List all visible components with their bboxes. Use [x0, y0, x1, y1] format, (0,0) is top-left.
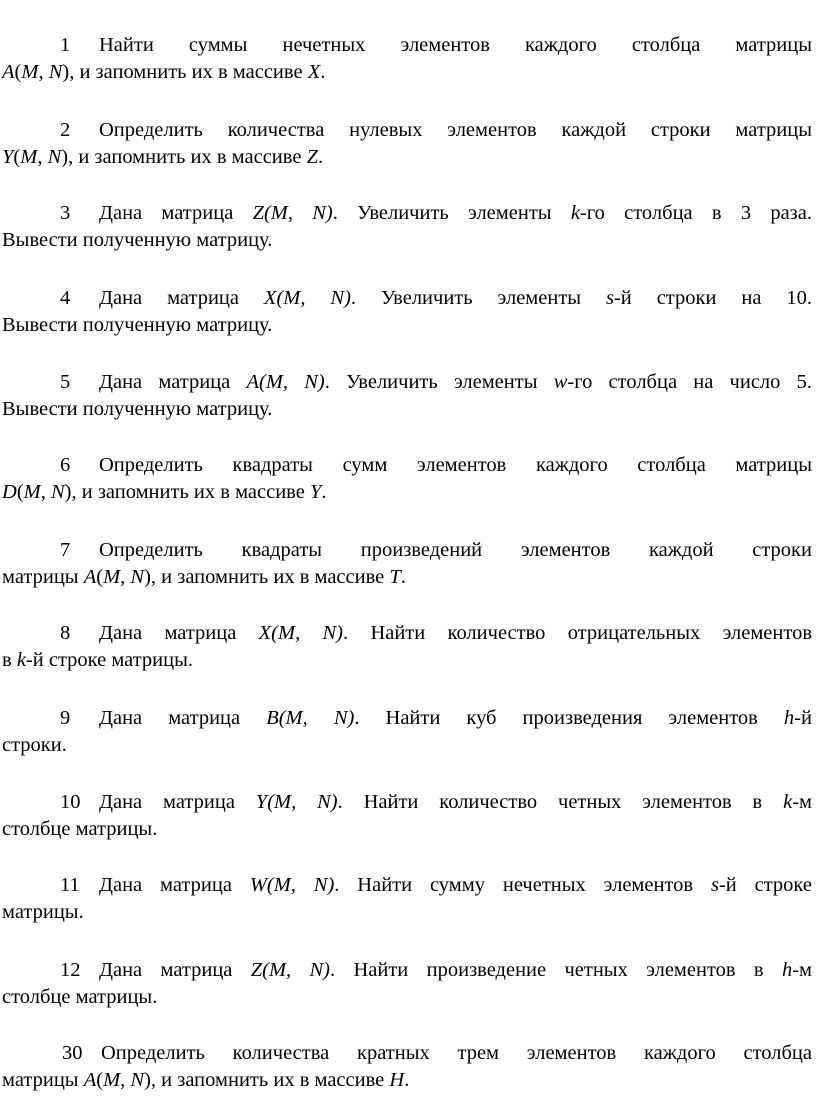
text-run: . [404, 1069, 410, 1091]
text-run: Дана матрица [99, 959, 251, 981]
text-run: матрицы [2, 1069, 84, 1091]
text-run: . [320, 61, 326, 83]
text-run: . Найти куб произведения элементов [354, 707, 784, 729]
italic-math-run: N [47, 146, 62, 168]
text-run: столбце матрицы. [2, 818, 158, 840]
italic-math-run: A(M, N) [246, 371, 325, 393]
text-run: . Увеличить элементы [324, 371, 554, 393]
task-item [2, 452, 812, 506]
text-run: матрицы. [2, 901, 84, 923]
italic-math-run: M [103, 566, 121, 588]
italic-math-run: H [389, 1069, 405, 1091]
task-line [2, 369, 812, 396]
text-run: . Найти сумму нечетных элементов [334, 874, 711, 896]
task-number: 5 [60, 371, 71, 393]
task-number: 1 [60, 34, 71, 56]
text-run: ), и запомнить их в массиве [144, 1069, 390, 1091]
italic-math-run: A [83, 566, 97, 588]
task-line [2, 32, 812, 59]
task-item [2, 1040, 812, 1094]
task-line [2, 647, 812, 674]
task-line [2, 200, 812, 227]
text-run: ( [13, 146, 21, 168]
text-run: Дана матрица [99, 202, 253, 224]
text-run: -го столбца в 3 раза. [579, 202, 812, 224]
italic-math-run: X(M, N) [263, 287, 351, 309]
text-run: Дана матрица [99, 707, 267, 729]
italic-math-run: Y [2, 146, 14, 168]
italic-math-run: M [23, 481, 41, 503]
text-run: ( [14, 61, 22, 83]
task-line [2, 452, 812, 479]
task-line [2, 117, 812, 144]
task-line [2, 396, 812, 423]
text-run: -го столбца на число 5. [567, 371, 812, 393]
text-run: -й [794, 707, 812, 729]
text-run: ), и запомнить их в массиве [62, 61, 308, 83]
text-run: в [2, 649, 17, 671]
task-item [2, 705, 812, 759]
text-run: . Найти количество отрицательных элементов [343, 622, 812, 644]
text-run: Вывести полученную матрицу. [2, 398, 273, 420]
text-run: Найти суммы нечетных элементов каждого столбца матрицы [99, 34, 812, 56]
italic-math-run: Z(M, N) [252, 202, 333, 224]
task-line [2, 59, 812, 86]
text-run: ), и запомнить их в массиве [144, 566, 390, 588]
text-run: столбце матрицы. [2, 986, 158, 1008]
task-line [2, 564, 812, 591]
text-run: . Найти произведение четных элементов в [330, 959, 782, 981]
task-line [2, 816, 812, 843]
italic-math-run: N [48, 61, 63, 83]
task-number: 9 [60, 707, 71, 729]
text-run: . [321, 481, 327, 503]
italic-math-run: Y(M, N) [255, 791, 338, 813]
text-run: Определить квадраты произведений элементов каждой строки [99, 539, 812, 561]
italic-math-run: Z(M, N) [250, 959, 331, 981]
task-item [2, 285, 812, 339]
italic-math-run: N [130, 566, 145, 588]
italic-math-run: h [783, 707, 795, 729]
italic-math-run: T [389, 566, 401, 588]
text-run: -м [792, 791, 812, 813]
text-run: , [38, 61, 49, 83]
text-run: . Увеличить элементы [350, 287, 606, 309]
task-item [2, 872, 812, 926]
text-run: Дана матрица [99, 622, 259, 644]
task-number: 7 [60, 539, 71, 561]
italic-math-run: Z [306, 146, 318, 168]
italic-math-run: M [103, 1069, 121, 1091]
italic-math-run: M [21, 61, 39, 83]
italic-math-run: k [16, 649, 26, 671]
text-run: . Увеличить элементы [332, 202, 571, 224]
text-run: -й строке матрицы. [25, 649, 194, 671]
text-run: -й строки на 10. [613, 287, 812, 309]
text-run: ), и запомнить их в массиве [64, 481, 310, 503]
text-run: , [40, 481, 51, 503]
task-number: 11 [60, 874, 80, 896]
task-line [2, 285, 812, 312]
text-run: . Найти количество четных элементов в [337, 791, 784, 813]
task-item [2, 620, 812, 674]
task-line [2, 620, 812, 647]
italic-math-run: Y [309, 481, 322, 503]
italic-math-run: A [2, 61, 15, 83]
text-run: Дана матрица [99, 874, 250, 896]
text-run: , [37, 146, 48, 168]
text-run: Определить количества кратных трем элементов каждого столбца [101, 1042, 812, 1064]
task-number: 10 [60, 791, 81, 813]
task-number: 12 [60, 959, 81, 981]
italic-math-run: k [783, 791, 793, 813]
task-number: 8 [60, 622, 71, 644]
task-line [2, 705, 812, 732]
task-line [2, 957, 812, 984]
task-number: 6 [60, 454, 71, 476]
text-run: Вывести полученную матрицу. [2, 229, 273, 251]
task-line [2, 1040, 812, 1067]
task-item [2, 537, 812, 591]
italic-math-run: X [307, 61, 321, 83]
text-run: ( [16, 481, 24, 503]
task-number: 30 [62, 1042, 83, 1064]
text-run: -й строке [718, 874, 812, 896]
italic-math-run: A [83, 1069, 97, 1091]
task-number: 2 [60, 119, 71, 141]
task-line [2, 1067, 812, 1094]
task-item [2, 32, 812, 86]
text-run: . [317, 146, 324, 168]
task-line [2, 899, 812, 926]
task-line [2, 312, 812, 339]
task-line [2, 227, 812, 254]
italic-math-run: s [606, 287, 614, 309]
task-item [2, 369, 812, 423]
task-item [2, 789, 812, 843]
text-run: матрицы [2, 566, 84, 588]
text-run: Вывести полученную матрицу. [2, 314, 273, 336]
task-line [2, 732, 812, 759]
italic-math-run: h [781, 959, 793, 981]
italic-math-run: X(M, N) [258, 622, 344, 644]
italic-math-run: M [20, 146, 38, 168]
text-run: . [400, 566, 406, 588]
text-run: Определить количества нулевых элементов каждой строки матрицы [99, 119, 812, 141]
text-run: -м [792, 959, 812, 981]
text-run: , [120, 1069, 131, 1091]
italic-math-run: w [553, 371, 568, 393]
text-run: строки. [2, 734, 67, 756]
task-number: 3 [60, 202, 71, 224]
task-number: 4 [60, 287, 71, 309]
text-run: , [120, 566, 131, 588]
task-line [2, 789, 812, 816]
text-run: ( [96, 566, 104, 588]
text-run: ), и запомнить их в массиве [61, 146, 307, 168]
text-run: Дана матрица [99, 371, 247, 393]
italic-math-run: N [130, 1069, 145, 1091]
task-line [2, 537, 812, 564]
text-run: ( [96, 1069, 104, 1091]
task-line [2, 872, 812, 899]
task-item [2, 200, 812, 254]
task-line [2, 144, 812, 171]
italic-math-run: B(M, N) [266, 707, 355, 729]
task-item [2, 117, 812, 171]
task-item [2, 957, 812, 1011]
italic-math-run: s [710, 874, 719, 896]
text-run: Дана матрица [99, 791, 256, 813]
italic-math-run: k [570, 202, 580, 224]
italic-math-run: N [50, 481, 65, 503]
text-run: Дана матрица [99, 287, 264, 309]
text-run: Определить квадраты сумм элементов каждого столбца матрицы [99, 454, 812, 476]
task-line [2, 479, 812, 506]
italic-math-run: D [2, 481, 17, 503]
task-line [2, 984, 812, 1011]
italic-math-run: W(M, N) [249, 874, 335, 896]
